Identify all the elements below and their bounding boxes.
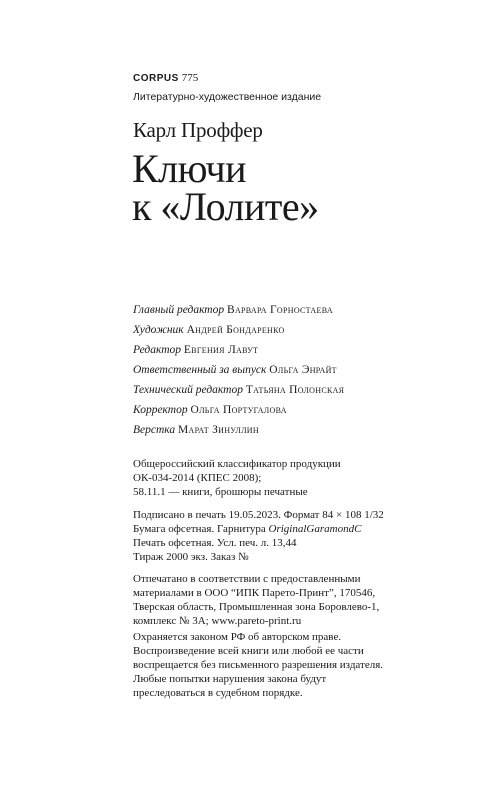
print-info-line: Подписано в печать 19.05.2023. Формат 84 × 108 1/32 [133,509,384,521]
credit-item [133,340,344,360]
credit-person: Ольга Португалова [190,404,287,416]
credit-item [133,420,344,440]
print-info-block [133,508,483,564]
credit-person: Андрей Бондаренко [186,324,285,336]
printer-block [133,572,483,628]
credit-person: Татьяна Полонская [245,384,345,396]
print-info-line [133,522,483,536]
typeface-name: OriginalGaramondC [268,523,362,535]
classifier-block [133,457,483,499]
genre-label: Литературно-художественное издание [133,91,322,103]
credit-role: Верстка [133,424,176,436]
series-name: CORPUS [133,73,179,84]
credit-item [133,380,344,400]
classifier-line: Общероссийский классификатор продукции [133,458,341,470]
printer-line: комплекс № 3А; www.pareto-print.ru [133,615,302,627]
book-title [132,146,319,229]
series-line [133,72,198,84]
printer-line: материалами в ООО “ИПК Парето-Принт”, 170546, [133,587,376,599]
credit-item [133,320,344,340]
author-name: Карл Проффер [133,118,263,142]
copyright-line: Воспроизведение всей книги или любой ее части [133,645,364,657]
copyright-line: Охраняется законом РФ об авторском праве. [133,631,342,643]
copyright-line: Любые попытки нарушения закона будут [133,673,327,685]
credit-role: Технический редактор [133,384,243,396]
copyright-block [133,630,483,700]
classifier-line: ОК-034-2014 (КПЕС 2008); [133,472,262,484]
printer-line: Отпечатано в соответствии с предоставленными [133,573,361,585]
credit-person: Евгения Лавут [183,344,259,356]
print-info-line: Тираж 2000 экз. Заказ № [133,551,249,563]
credit-role: Ответственный за выпуск [133,364,267,376]
credit-role: Редактор [133,344,182,356]
series-number: 775 [181,72,199,84]
title-line-2: к «Лолите» [132,184,319,229]
paper-typeface-text: Бумага офсетная. Гарнитура [133,523,269,535]
credit-person: Ольга Энрайт [269,364,337,376]
credit-role: Художник [133,324,184,336]
credit-item [133,300,344,320]
print-info-line: Печать офсетная. Усл. печ. л. 13,44 [133,537,297,549]
printer-line: Тверская область, Промышленная зона Боровлево-1, [133,601,380,613]
credit-person: Марат Зинуллин [178,424,259,436]
credit-role: Корректор [133,404,188,416]
credit-item [133,400,344,420]
credit-item [133,360,344,380]
copyright-line: преследоваться в судебном порядке. [133,687,303,699]
credit-role: Главный редактор [133,304,225,316]
title-line-1: Ключи [132,146,247,191]
copyright-line: воспрещается без письменного разрешения издателя. [133,659,384,671]
classifier-line: 58.11.1 — книги, брошюры печатные [133,486,308,498]
credits-list [133,300,344,440]
credit-person: Варвара Горностаева [227,304,333,316]
